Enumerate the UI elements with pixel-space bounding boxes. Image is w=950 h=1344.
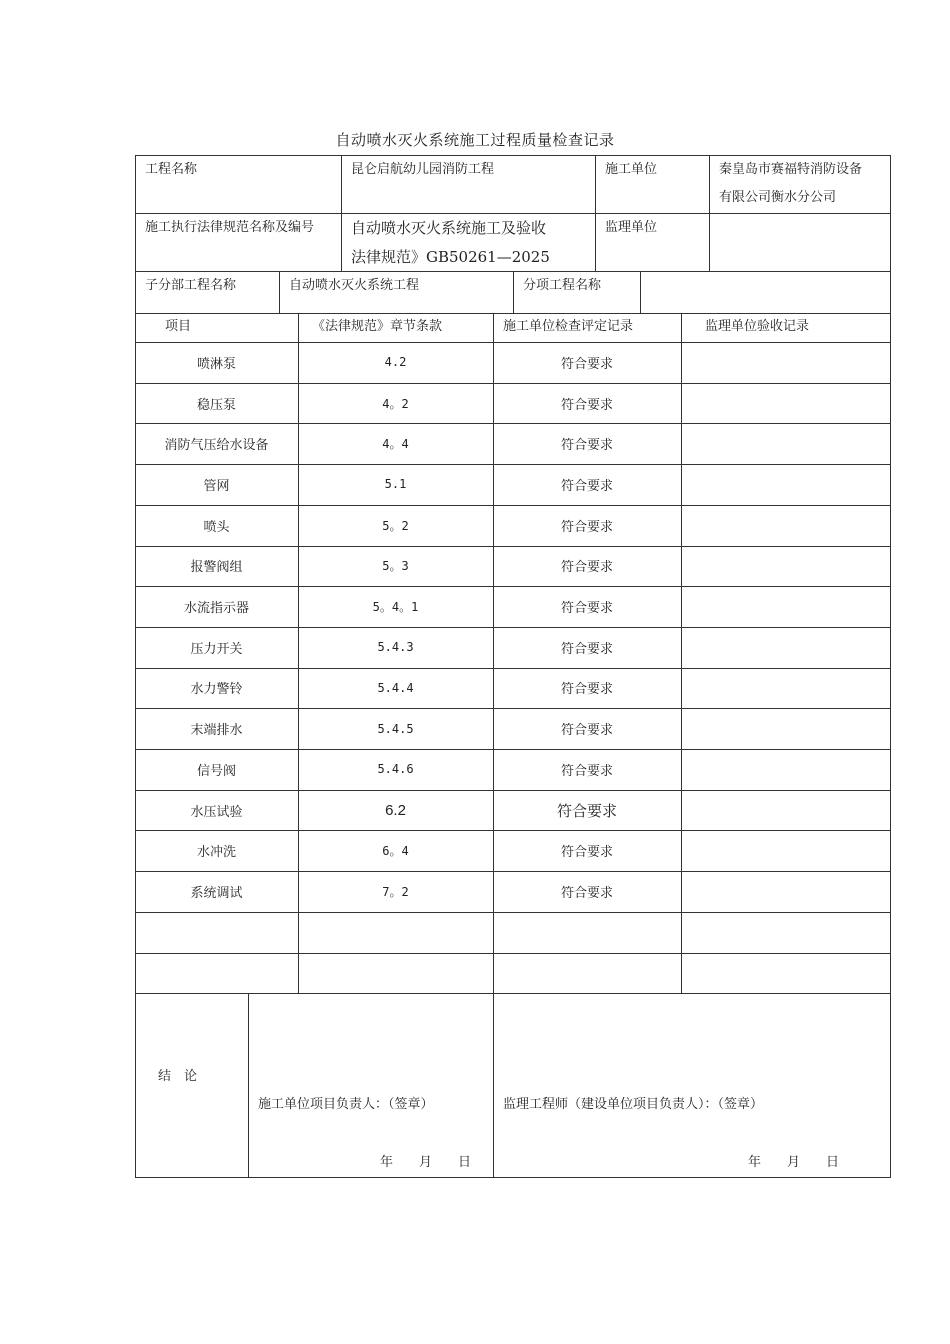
row-item-cell: 水力警铃 [190,682,243,698]
row-item-cell: 水流指示器 [183,601,249,617]
column-header-result: 施工单位检查评定记录 [503,319,634,334]
row-item-cell: 喷淋泵 [196,356,236,372]
row-clause-cell: 4.2 [384,355,407,370]
row-item-cell: 喷头 [203,519,230,535]
sub-project-label: 子分部工程名称 [145,278,237,293]
row-clause-cell: 6.2 [385,801,406,819]
row-item-cell: 管网 [203,478,230,494]
row-supervision-cell [681,423,891,464]
row-result-cell: 符合要求 [560,723,613,739]
row-clause-cell: 5.1 [384,477,407,492]
row-clause-cell: 5.4.6 [377,762,414,777]
row-result-cell [493,953,681,994]
supervisor-signature: 监理工程师（建设单位项目负责人）：（签章） [503,1097,764,1112]
contractor-date: 年 月 日 [380,1155,472,1170]
row-item-cell: 系统调试 [190,885,243,901]
row-supervision-cell [681,668,891,709]
contractor-label: 施工单位 [605,162,658,177]
row-item-cell: 信号阀 [196,763,236,779]
row-supervision-cell [681,871,891,912]
row-result-cell: 符合要求 [560,397,613,413]
contractor-signature: 施工单位项目负责人：（签章） [258,1097,434,1112]
row-item-cell: 消防气压给水设备 [164,438,269,454]
row-clause-cell: 4。2 [382,396,409,411]
row-result-cell: 符合要求 [560,601,613,617]
row-result-cell: 符合要求 [560,478,613,494]
row-supervision-cell [681,953,891,994]
row-item-cell: 水压试验 [190,804,243,820]
row-supervision-cell [681,546,891,587]
row-clause-cell [298,912,493,953]
row-clause-cell: 5.4.3 [377,640,414,655]
row-result-cell: 符合要求 [560,560,613,576]
row-result-cell: 符合要求 [560,519,613,535]
row-item-cell: 水冲洗 [196,845,236,861]
project-name-label: 工程名称 [145,162,198,177]
row-result-cell [493,912,681,953]
row-clause-cell: 5。2 [382,518,409,533]
row-supervision-cell [681,708,891,749]
row-supervision-cell [681,627,891,668]
row-item-cell: 稳压泵 [196,397,236,413]
item-project-label: 分项工程名称 [523,278,602,293]
row-supervision-cell [681,383,891,424]
row-result-cell: 符合要求 [560,356,613,372]
row-result-cell: 符合要求 [560,438,613,454]
row-supervision-cell [681,342,891,383]
row-supervision-cell [681,912,891,953]
row-clause-cell: 5。4。1 [372,600,419,615]
row-item-cell [135,953,298,994]
row-clause-cell: 4。4 [382,437,409,452]
row-clause-cell: 7。2 [382,884,409,899]
row-supervision-cell [681,790,891,831]
project-name: 昆仑启航幼儿园消防工程 [351,162,495,177]
standard-label: 施工执行法律规范名称及编号 [145,220,315,235]
row-result-cell: 符合要求 [560,763,613,779]
row-supervision-cell [681,749,891,790]
row-result-cell: 符合要求 [556,802,617,820]
supervisor-date: 年 月 日 [748,1155,840,1170]
row-item-cell: 压力开关 [190,641,243,657]
contractor-name-line2: 有限公司衡水分公司 [719,190,837,205]
supervisor-label: 监理单位 [605,220,658,235]
contractor-name-line1: 秦皇岛市赛福特消防设备 [719,162,863,177]
row-supervision-cell [681,464,891,505]
row-supervision-cell [681,586,891,627]
standard-name-line2: 法律规范》GB50261—2025 [351,248,550,266]
column-header-item: 项目 [165,319,192,334]
row-result-cell: 符合要求 [560,641,613,657]
row-result-cell: 符合要求 [560,885,613,901]
conclusion-label: 结 论 [158,1069,198,1084]
row-result-cell: 符合要求 [560,682,613,698]
standard-name-line1: 自动喷水灭火系统施工及验收 [351,219,547,237]
row-result-cell: 符合要求 [560,845,613,861]
row-supervision-cell [681,830,891,871]
row-item-cell: 报警阀组 [190,560,243,576]
row-item-cell: 末端排水 [190,723,243,739]
document-title: 自动喷水灭火系统施工过程质量检查记录 [335,131,615,149]
column-header-clause: 《法律规范》章节条款 [312,319,443,334]
column-header-supervision: 监理单位验收记录 [705,319,810,334]
row-clause-cell: 5.4.5 [377,721,414,736]
sub-project-name: 自动喷水灭火系统工程 [289,278,420,293]
row-supervision-cell [681,505,891,546]
row-clause-cell: 6。4 [382,844,409,859]
row-item-cell [135,912,298,953]
row-clause-cell: 5.4.4 [377,680,414,695]
row-clause-cell: 5。3 [382,559,409,574]
row-clause-cell [298,953,493,994]
